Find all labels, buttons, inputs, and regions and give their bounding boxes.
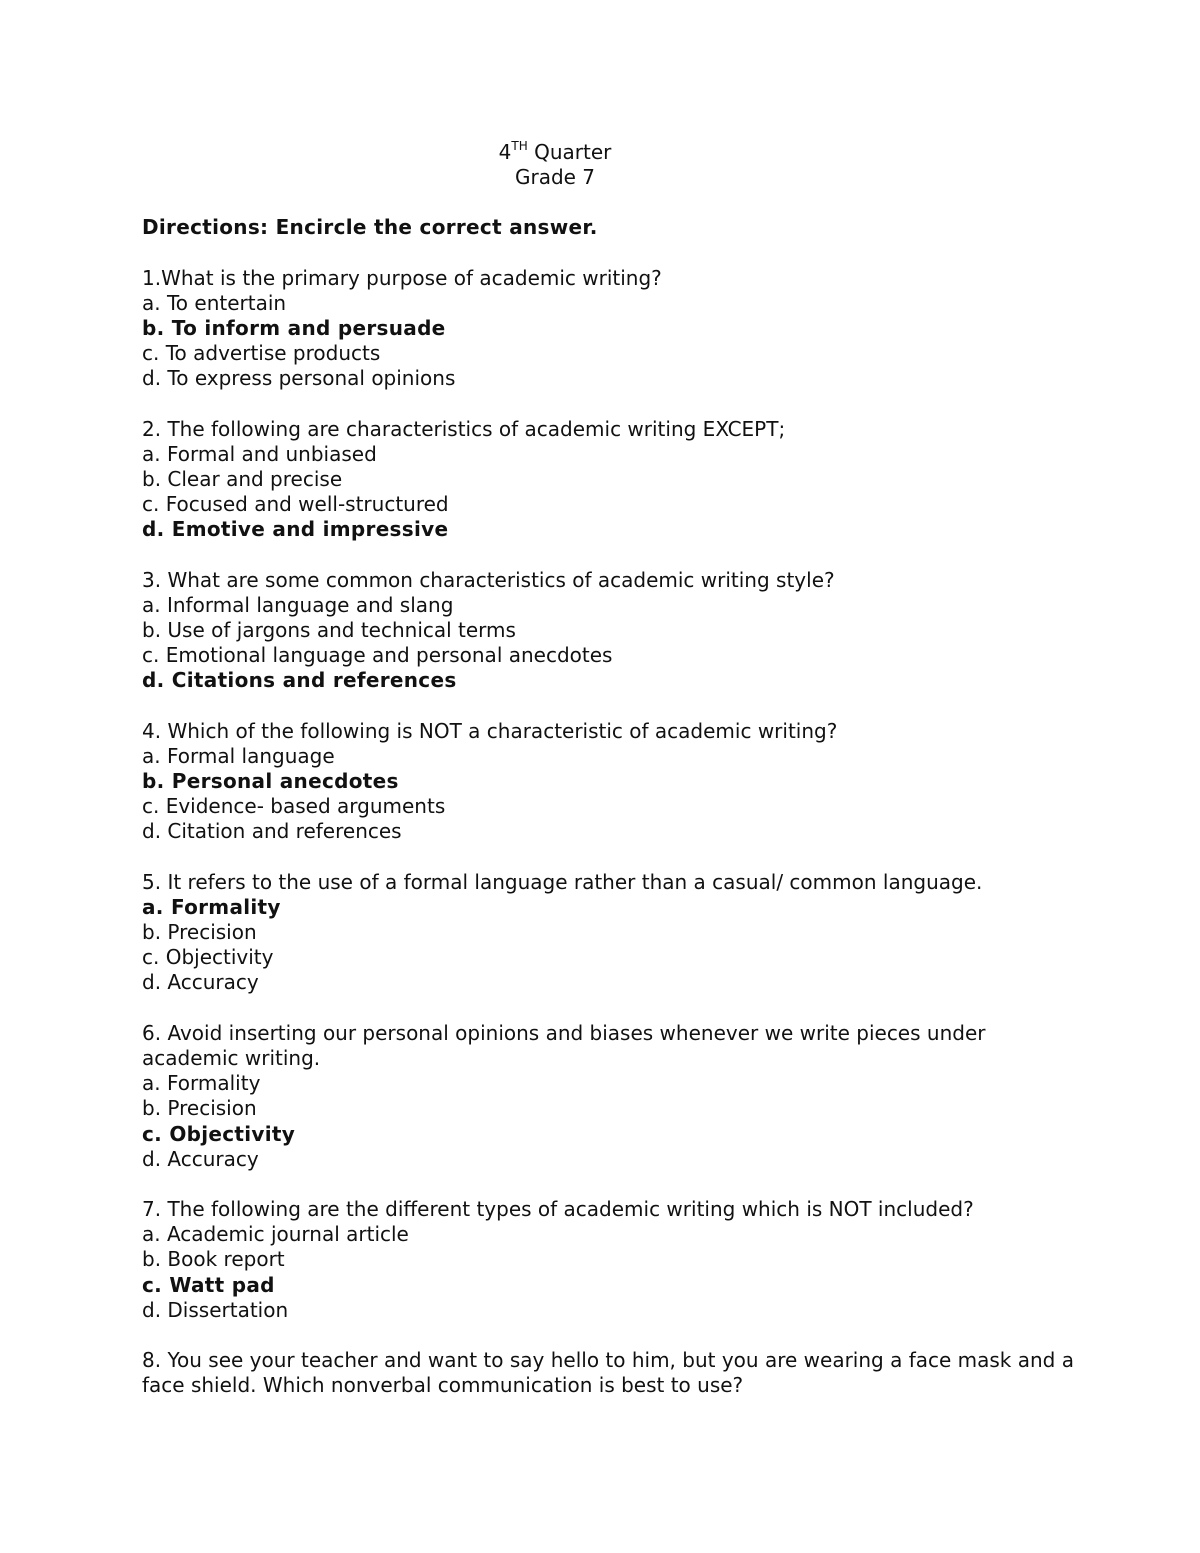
question-list	[142, 266, 1082, 1399]
answer-option: b. Precision	[142, 920, 257, 945]
answer-option-correct: b. Personal anecdotes	[142, 769, 399, 794]
question-text: 5. It refers to the use of a formal language rather than a casual/ common language.	[142, 869, 983, 894]
answer-option: c. Objectivity	[142, 945, 274, 970]
answer-option: a. Formal language	[142, 743, 335, 768]
question-5	[142, 870, 1082, 996]
answer-option: c. To advertise products	[142, 341, 381, 366]
question-text: 3. What are some common characteristics of academic writing style?	[142, 567, 835, 592]
question-text: 8. You see your teacher and want to say hello to him, but you are wearing a face mask and a face shield. Which nonverbal communication is best to use?	[142, 1347, 1081, 1398]
answer-option: d. To express personal opinions	[142, 366, 456, 391]
answer-option: a. Informal language and slang	[142, 592, 454, 617]
question-4	[142, 719, 1082, 845]
grade-heading: Grade 7	[514, 165, 596, 190]
answer-option-correct: d. Emotive and impressive	[142, 517, 449, 542]
document-header	[142, 140, 968, 190]
answer-option-correct: c. Watt pad	[142, 1272, 275, 1297]
answer-option: d. Accuracy	[142, 1146, 259, 1171]
question-1	[142, 266, 1082, 392]
document-page	[142, 140, 1082, 1398]
answer-option: c. Evidence- based arguments	[142, 794, 446, 819]
answer-option: b. Book report	[142, 1247, 285, 1272]
answer-option: b. Use of jargons and technical terms	[142, 618, 516, 643]
question-2	[142, 417, 1082, 543]
question-text: 1.What is the primary purpose of academic writing?	[142, 265, 662, 290]
quarter-number: 4	[498, 140, 512, 164]
answer-option: c. Focused and well-structured	[142, 492, 449, 517]
answer-option-correct: b. To inform and persuade	[142, 316, 446, 341]
answer-option: a. Formal and unbiased	[142, 441, 377, 466]
answer-option: d. Citation and references	[142, 819, 402, 844]
directions: Directions: Encircle the correct answer.	[142, 215, 598, 240]
question-7	[142, 1197, 1082, 1323]
answer-option: a. Academic journal article	[142, 1222, 409, 1247]
answer-option: c. Emotional language and personal anecdotes	[142, 643, 613, 668]
answer-option: a. Formality	[142, 1071, 261, 1096]
quarter-word: Quarter	[534, 140, 612, 164]
answer-option-correct: c. Objectivity	[142, 1121, 296, 1146]
answer-option: b. Clear and precise	[142, 467, 343, 492]
question-3	[142, 568, 1082, 694]
answer-option: d. Accuracy	[142, 970, 259, 995]
question-text: 6. Avoid inserting our personal opinions and biases whenever we write pieces under academic writing.	[142, 1020, 992, 1070]
quarter-superscript: TH	[511, 139, 528, 153]
question-text: 7. The following are the different types of academic writing which is NOT included?	[142, 1196, 974, 1221]
answer-option: d. Dissertation	[142, 1297, 289, 1322]
answer-option-correct: a. Formality	[142, 894, 281, 919]
question-text: 4. Which of the following is NOT a characteristic of academic writing?	[142, 718, 838, 743]
question-6	[142, 1021, 1082, 1172]
question-text: 2. The following are characteristics of academic writing EXCEPT;	[142, 416, 786, 441]
quarter-heading	[142, 140, 968, 165]
answer-option-correct: d. Citations and references	[142, 668, 457, 693]
answer-option: b. Precision	[142, 1096, 257, 1121]
question-8	[142, 1348, 1082, 1398]
answer-option: a. To entertain	[142, 290, 287, 315]
